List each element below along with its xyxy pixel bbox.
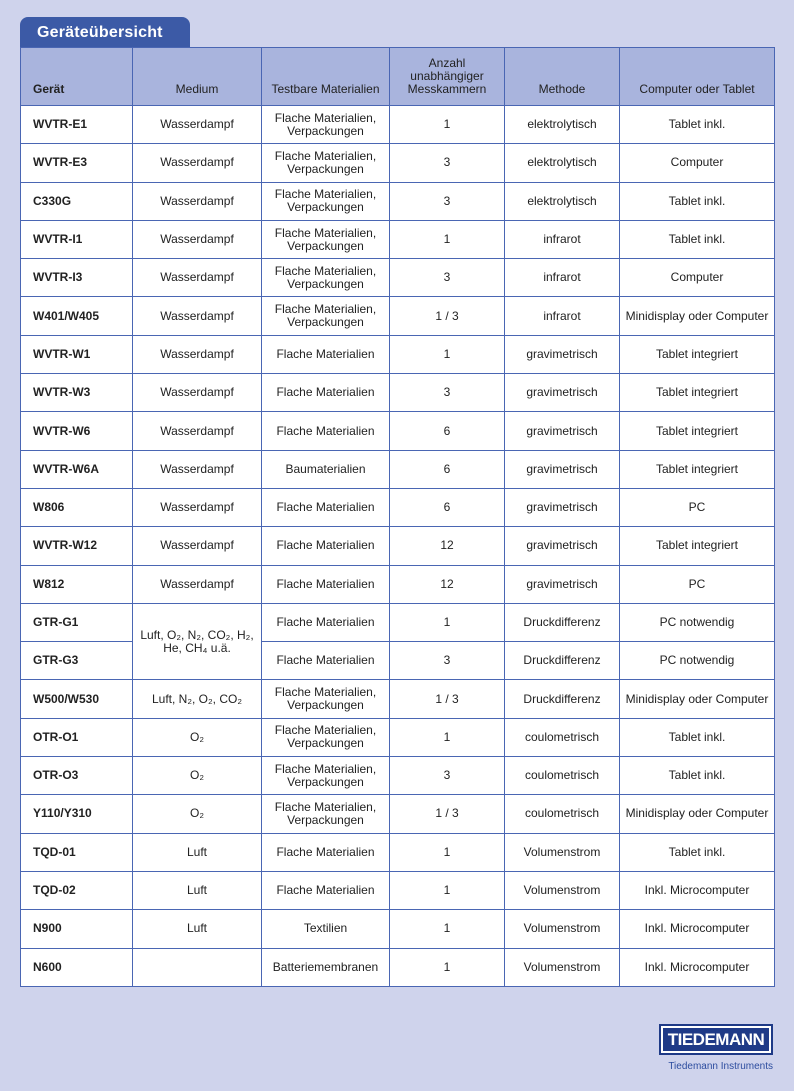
- cell-method: infrarot: [505, 220, 620, 258]
- cell-device: OTR-O3: [21, 757, 133, 795]
- cell-method: Druckdifferenz: [505, 642, 620, 680]
- cell-computer: Inkl. Microcomputer: [620, 910, 775, 948]
- cell-medium: Wasserdampf: [133, 374, 262, 412]
- cell-medium: Wasserdampf: [133, 144, 262, 182]
- cell-materials: Flache Materialien: [262, 412, 390, 450]
- cell-computer: Inkl. Microcomputer: [620, 948, 775, 986]
- table-row: [21, 450, 775, 488]
- cell-materials: Flache Materialien, Verpackungen: [262, 220, 390, 258]
- table-row: [21, 488, 775, 526]
- table-row: [21, 565, 775, 603]
- table-row: [21, 680, 775, 718]
- cell-device: WVTR-I3: [21, 259, 133, 297]
- cell-method: gravimetrisch: [505, 565, 620, 603]
- cell-computer: Tablet integriert: [620, 412, 775, 450]
- cell-materials: Flache Materialien: [262, 565, 390, 603]
- table-row: [21, 603, 775, 641]
- device-overview-table: [20, 47, 775, 987]
- cell-chambers: 1: [390, 603, 505, 641]
- cell-chambers: 3: [390, 144, 505, 182]
- cell-method: coulometrisch: [505, 795, 620, 833]
- cell-chambers: 1: [390, 220, 505, 258]
- cell-medium: Wasserdampf: [133, 259, 262, 297]
- cell-method: Volumenstrom: [505, 833, 620, 871]
- cell-computer: Minidisplay oder Computer: [620, 680, 775, 718]
- header-materials: Testbare Materialien: [262, 48, 390, 106]
- table-row: [21, 259, 775, 297]
- cell-device: WVTR-W12: [21, 527, 133, 565]
- cell-computer: PC: [620, 565, 775, 603]
- cell-computer: Tablet integriert: [620, 527, 775, 565]
- cell-chambers: 6: [390, 450, 505, 488]
- cell-medium: Luft, O₂, N₂, CO₂, H₂, He, CH₄ u.ä.: [133, 603, 262, 680]
- cell-materials: Flache Materialien, Verpackungen: [262, 795, 390, 833]
- cell-device: W500/W530: [21, 680, 133, 718]
- cell-materials: Flache Materialien, Verpackungen: [262, 718, 390, 756]
- table-row: [21, 297, 775, 335]
- cell-materials: Baumaterialien: [262, 450, 390, 488]
- header-device: Gerät: [21, 48, 133, 106]
- cell-medium: Wasserdampf: [133, 450, 262, 488]
- cell-computer: Tablet inkl.: [620, 833, 775, 871]
- header-method: Methode: [505, 48, 620, 106]
- cell-computer: PC notwendig: [620, 603, 775, 641]
- cell-computer: Minidisplay oder Computer: [620, 297, 775, 335]
- tiedemann-logo: [659, 1024, 773, 1055]
- cell-computer: Tablet inkl.: [620, 757, 775, 795]
- cell-medium: Wasserdampf: [133, 106, 262, 144]
- cell-device: N900: [21, 910, 133, 948]
- cell-computer: PC notwendig: [620, 642, 775, 680]
- cell-chambers: 1: [390, 335, 505, 373]
- cell-materials: Flache Materialien: [262, 603, 390, 641]
- cell-materials: Flache Materialien: [262, 871, 390, 909]
- cell-medium: Wasserdampf: [133, 565, 262, 603]
- cell-device: WVTR-W3: [21, 374, 133, 412]
- cell-medium: Wasserdampf: [133, 488, 262, 526]
- cell-device: N600: [21, 948, 133, 986]
- table-row: [21, 412, 775, 450]
- cell-method: Volumenstrom: [505, 948, 620, 986]
- cell-method: gravimetrisch: [505, 527, 620, 565]
- cell-computer: Inkl. Microcomputer: [620, 871, 775, 909]
- cell-device: WVTR-W6: [21, 412, 133, 450]
- cell-computer: Tablet integriert: [620, 450, 775, 488]
- table-row: [21, 335, 775, 373]
- cell-medium: Wasserdampf: [133, 220, 262, 258]
- table-row: [21, 106, 775, 144]
- cell-chambers: 12: [390, 527, 505, 565]
- cell-computer: PC: [620, 488, 775, 526]
- cell-materials: Flache Materialien: [262, 642, 390, 680]
- page-title: Geräteübersicht: [20, 17, 190, 48]
- cell-device: W401/W405: [21, 297, 133, 335]
- cell-chambers: 3: [390, 259, 505, 297]
- cell-materials: Flache Materialien: [262, 833, 390, 871]
- cell-materials: Flache Materialien: [262, 527, 390, 565]
- cell-materials: Flache Materialien, Verpackungen: [262, 297, 390, 335]
- table-header-row: [21, 48, 775, 106]
- cell-method: gravimetrisch: [505, 374, 620, 412]
- cell-chambers: 6: [390, 412, 505, 450]
- cell-device: TQD-02: [21, 871, 133, 909]
- device-overview-table-container: [20, 47, 774, 987]
- cell-device: W812: [21, 565, 133, 603]
- cell-medium: Wasserdampf: [133, 335, 262, 373]
- cell-method: elektrolytisch: [505, 144, 620, 182]
- table-row: [21, 910, 775, 948]
- cell-computer: Tablet integriert: [620, 335, 775, 373]
- cell-device: WVTR-E1: [21, 106, 133, 144]
- cell-medium: [133, 948, 262, 986]
- header-computer: Computer oder Tablet: [620, 48, 775, 106]
- cell-medium: Luft, N₂, O₂, CO₂: [133, 680, 262, 718]
- cell-computer: Tablet inkl.: [620, 182, 775, 220]
- cell-device: WVTR-I1: [21, 220, 133, 258]
- cell-medium: Wasserdampf: [133, 297, 262, 335]
- cell-chambers: 3: [390, 757, 505, 795]
- cell-chambers: 1: [390, 106, 505, 144]
- table-row: [21, 795, 775, 833]
- header-medium: Medium: [133, 48, 262, 106]
- cell-device: Y110/Y310: [21, 795, 133, 833]
- cell-method: elektrolytisch: [505, 106, 620, 144]
- cell-device: WVTR-E3: [21, 144, 133, 182]
- cell-chambers: 1 / 3: [390, 680, 505, 718]
- cell-materials: Flache Materialien: [262, 374, 390, 412]
- cell-computer: Tablet inkl.: [620, 718, 775, 756]
- cell-method: gravimetrisch: [505, 450, 620, 488]
- cell-method: Druckdifferenz: [505, 603, 620, 641]
- table-row: [21, 374, 775, 412]
- cell-materials: Batteriemembranen: [262, 948, 390, 986]
- table-row: [21, 182, 775, 220]
- cell-materials: Flache Materialien, Verpackungen: [262, 757, 390, 795]
- table-row: [21, 757, 775, 795]
- cell-chambers: 1: [390, 871, 505, 909]
- cell-chambers: 1: [390, 948, 505, 986]
- cell-chambers: 6: [390, 488, 505, 526]
- table-row: [21, 871, 775, 909]
- cell-chambers: 3: [390, 374, 505, 412]
- table-row: [21, 527, 775, 565]
- cell-computer: Tablet integriert: [620, 374, 775, 412]
- cell-chambers: 1 / 3: [390, 297, 505, 335]
- cell-computer: Computer: [620, 259, 775, 297]
- header-chambers: Anzahl unabhängiger Messkammern: [390, 48, 505, 106]
- table-row: [21, 948, 775, 986]
- cell-device: W806: [21, 488, 133, 526]
- cell-materials: Flache Materialien, Verpackungen: [262, 259, 390, 297]
- cell-materials: Flache Materialien, Verpackungen: [262, 680, 390, 718]
- cell-chambers: 12: [390, 565, 505, 603]
- cell-device: OTR-O1: [21, 718, 133, 756]
- cell-device: GTR-G3: [21, 642, 133, 680]
- cell-materials: Textilien: [262, 910, 390, 948]
- table-body: [21, 106, 775, 987]
- table-row: [21, 144, 775, 182]
- cell-device: WVTR-W1: [21, 335, 133, 373]
- cell-method: infrarot: [505, 259, 620, 297]
- cell-medium: Luft: [133, 871, 262, 909]
- cell-medium: Luft: [133, 833, 262, 871]
- cell-device: TQD-01: [21, 833, 133, 871]
- logo-caption: Tiedemann Instruments: [668, 1061, 773, 1072]
- cell-method: gravimetrisch: [505, 412, 620, 450]
- cell-device: WVTR-W6A: [21, 450, 133, 488]
- cell-materials: Flache Materialien: [262, 335, 390, 373]
- cell-computer: Tablet inkl.: [620, 106, 775, 144]
- cell-materials: Flache Materialien, Verpackungen: [262, 106, 390, 144]
- cell-method: infrarot: [505, 297, 620, 335]
- cell-computer: Computer: [620, 144, 775, 182]
- cell-chambers: 1 / 3: [390, 795, 505, 833]
- cell-chambers: 1: [390, 718, 505, 756]
- cell-method: elektrolytisch: [505, 182, 620, 220]
- cell-medium: Luft: [133, 910, 262, 948]
- cell-materials: Flache Materialien, Verpackungen: [262, 144, 390, 182]
- cell-medium: Wasserdampf: [133, 527, 262, 565]
- cell-method: Volumenstrom: [505, 910, 620, 948]
- cell-computer: Minidisplay oder Computer: [620, 795, 775, 833]
- cell-medium: O₂: [133, 718, 262, 756]
- table-row: [21, 220, 775, 258]
- cell-chambers: 3: [390, 182, 505, 220]
- cell-medium: Wasserdampf: [133, 412, 262, 450]
- cell-materials: Flache Materialien, Verpackungen: [262, 182, 390, 220]
- cell-medium: O₂: [133, 795, 262, 833]
- cell-method: gravimetrisch: [505, 335, 620, 373]
- cell-device: GTR-G1: [21, 603, 133, 641]
- cell-method: gravimetrisch: [505, 488, 620, 526]
- cell-method: Volumenstrom: [505, 871, 620, 909]
- cell-medium: O₂: [133, 757, 262, 795]
- cell-materials: Flache Materialien: [262, 488, 390, 526]
- cell-chambers: 3: [390, 642, 505, 680]
- cell-method: Druckdifferenz: [505, 680, 620, 718]
- table-row: [21, 718, 775, 756]
- cell-method: coulometrisch: [505, 718, 620, 756]
- cell-device: C330G: [21, 182, 133, 220]
- table-row: [21, 833, 775, 871]
- cell-medium: Wasserdampf: [133, 182, 262, 220]
- cell-method: coulometrisch: [505, 757, 620, 795]
- cell-chambers: 1: [390, 833, 505, 871]
- cell-computer: Tablet inkl.: [620, 220, 775, 258]
- logo-wordmark: TIEDEMANN: [663, 1028, 769, 1051]
- cell-chambers: 1: [390, 910, 505, 948]
